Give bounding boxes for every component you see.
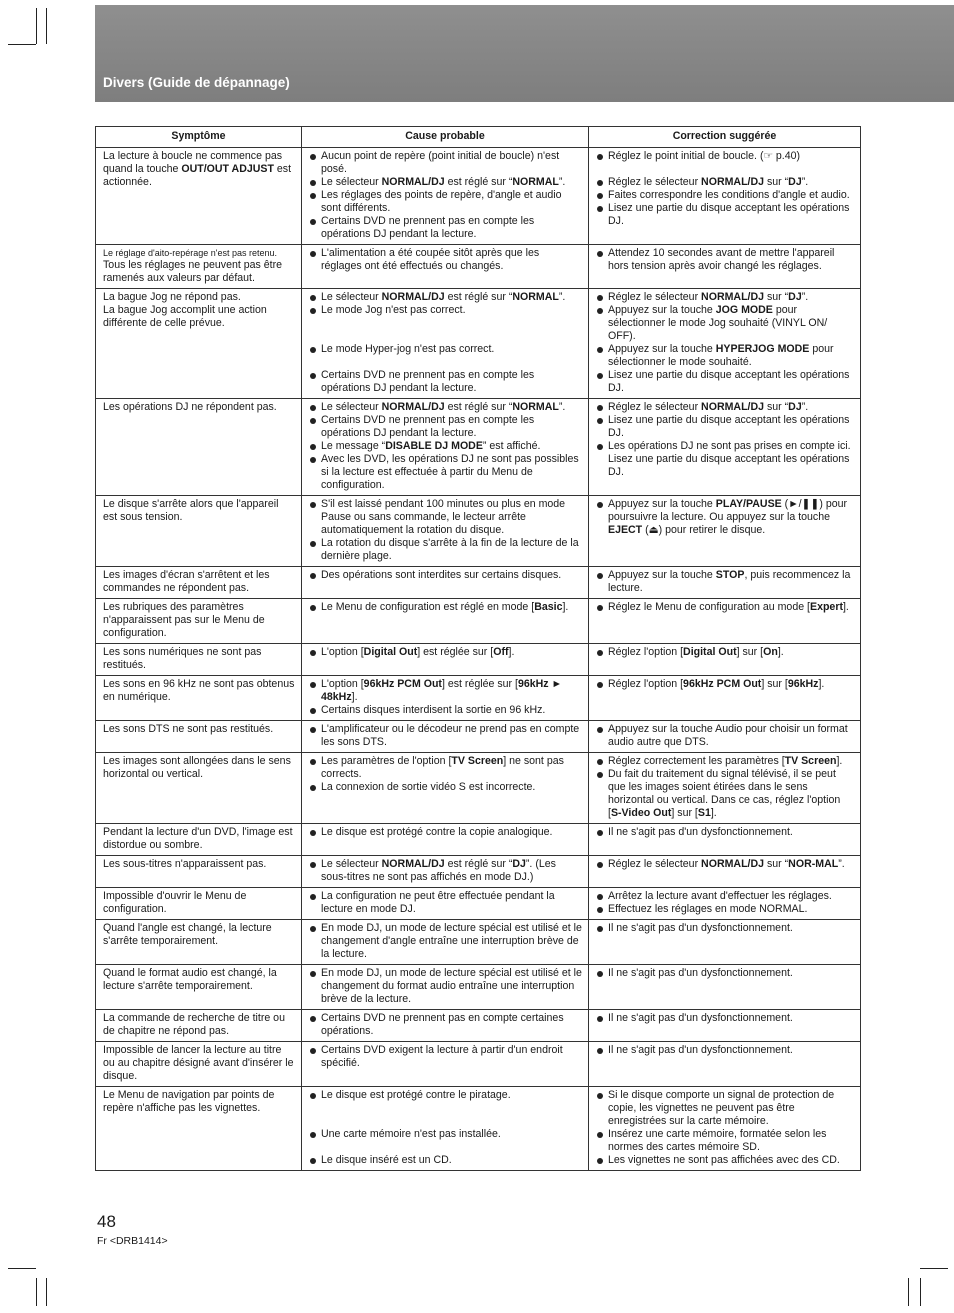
symptom-cell <box>96 920 302 965</box>
correction-cell <box>589 148 861 245</box>
correction-item: Réglez correctement les paramètres [TV Screen]. <box>596 755 854 768</box>
correction-cell <box>589 289 861 399</box>
symptom-text: Les images sont allongées dans le sens horizontal ou vertical. <box>103 755 291 780</box>
correction-cell <box>589 753 861 824</box>
cause-cell <box>302 496 589 567</box>
item-spacer <box>309 330 582 343</box>
cause-item: L'alimentation a été coupée sitôt après que les réglages ont été effectués ou changés. <box>309 247 582 273</box>
cause-item: Certains disques interdisent la sortie en 96 kHz. <box>309 704 582 717</box>
table-row <box>96 567 861 599</box>
correction-cell <box>589 676 861 721</box>
cause-item: L'option [Digital Out] est réglée sur [Off]. <box>309 646 582 659</box>
cause-item: Le sélecteur NORMAL/DJ est réglé sur “NORMAL”. <box>309 401 582 414</box>
cause-cell <box>302 1042 589 1087</box>
cause-cell <box>302 856 589 888</box>
symptom-cell <box>96 721 302 753</box>
cause-item: L'amplificateur ou le décodeur ne prend pas en compte les sons DTS. <box>309 723 582 749</box>
correction-cell <box>589 1087 861 1171</box>
correction-cell <box>589 245 861 289</box>
correction-item: Lisez une partie du disque acceptant les opérations DJ. <box>596 369 854 395</box>
correction-item: Il ne s'agit pas d'un dysfonctionnement. <box>596 826 854 839</box>
table-body <box>96 148 861 1171</box>
symptom-text: Les opérations DJ ne répondent pas. <box>103 401 277 413</box>
symptom-cell <box>96 676 302 721</box>
correction-item: Appuyez sur la touche JOG MODE pour sélectionner le mode Jog souhaité (VINYL ON/ OFF). <box>596 304 854 343</box>
cause-item: Certains DVD ne prennent pas en compte certaines opérations. <box>309 1012 582 1038</box>
cause-item: Le mode Hyper-jog n'est pas correct. <box>309 343 582 356</box>
table-row <box>96 148 861 245</box>
correction-cell <box>589 856 861 888</box>
symptom-text: Quand le format audio est changé, la lecture s'arrête temporairement. <box>103 967 277 992</box>
cause-item: Le disque est protégé contre la copie analogique. <box>309 826 582 839</box>
correction-item: Réglez le sélecteur NORMAL/DJ sur “NOR-MAL”. <box>596 858 854 871</box>
cause-cell <box>302 1087 589 1171</box>
cause-cell <box>302 965 589 1010</box>
symptom-cell <box>96 148 302 245</box>
symptom-cell <box>96 289 302 399</box>
cause-cell <box>302 721 589 753</box>
correction-item: Les opérations DJ ne sont pas prises en compte ici. Lisez une partie du disque acceptant les opérations DJ. <box>596 440 854 479</box>
table-row <box>96 289 861 399</box>
cause-item: Le sélecteur NORMAL/DJ est réglé sur “NORMAL”. <box>309 291 582 304</box>
correction-item: Lisez une partie du disque acceptant les opérations DJ. <box>596 202 854 228</box>
symptom-text: La bague Jog accomplit une action différente de celle prévue. <box>103 304 267 329</box>
symptom-text: La bague Jog ne répond pas. <box>103 291 241 303</box>
cause-item: La configuration ne peut être effectuée pendant la lecture en mode DJ. <box>309 890 582 916</box>
correction-cell <box>589 1042 861 1087</box>
cause-item: La rotation du disque s'arrête à la fin de la lecture de la dernière plage. <box>309 537 582 563</box>
correction-cell <box>589 567 861 599</box>
table-row <box>96 245 861 289</box>
correction-cell <box>589 920 861 965</box>
cause-item: Certains DVD ne prennent pas en compte les opérations DJ pendant la lecture. <box>309 369 582 395</box>
cause-cell <box>302 676 589 721</box>
cause-item: Des opérations sont interdites sur certains disques. <box>309 569 582 582</box>
item-spacer <box>309 1102 582 1115</box>
correction-cell <box>589 496 861 567</box>
cause-item: Aucun point de repère (point initial de boucle) n'est posé. <box>309 150 582 176</box>
cause-cell <box>302 920 589 965</box>
cause-cell <box>302 289 589 399</box>
symptom-cell <box>96 824 302 856</box>
cause-cell <box>302 1010 589 1042</box>
correction-item: Du fait du traitement du signal télévisé, il se peut que les images soient étirées dans le sens horizontal ou vertical. Dans ce cas, réglez l'option [S-Video Out] sur [S1]. <box>596 768 854 820</box>
correction-item: Appuyez sur la touche HYPERJOG MODE pour sélectionner le mode souhaité. <box>596 343 854 369</box>
symptom-text: La lecture à boucle ne commence pas quand la touche OUT/OUT ADJUST est actionnée. <box>103 150 292 188</box>
symptom-cell <box>96 1042 302 1087</box>
correction-cell <box>589 399 861 496</box>
crop-mark <box>36 1278 37 1306</box>
cause-item: Le Menu de configuration est réglé en mode [Basic]. <box>309 601 582 614</box>
cause-cell <box>302 888 589 920</box>
symptom-text: Impossible de lancer la lecture au titre ou au chapitre désigné avant d'insérer le disque. <box>103 1044 294 1082</box>
table-row <box>96 721 861 753</box>
symptom-text: Les sons numériques ne sont pas restitués. <box>103 646 262 671</box>
symptom-cell <box>96 1087 302 1171</box>
symptom-cell <box>96 753 302 824</box>
correction-item: Si le disque comporte un signal de protection de copie, les vignettes ne peuvent pas être enregistrées sur la carte mémoire. <box>596 1089 854 1128</box>
correction-cell <box>589 824 861 856</box>
table-row <box>96 1010 861 1042</box>
crop-mark <box>36 8 37 44</box>
document-code: Fr <DRB1414> <box>97 1235 168 1247</box>
cause-item: L'option [96kHz PCM Out] est réglée sur [96kHz ► 48kHz]. <box>309 678 582 704</box>
cause-item: Avec les DVD, les opérations DJ ne sont pas possibles si la lecture est effectuée à partir du Menu de configuration. <box>309 453 582 492</box>
correction-item: Faites correspondre les conditions d'angle et audio. <box>596 189 854 202</box>
symptom-cell <box>96 567 302 599</box>
table-row <box>96 824 861 856</box>
symptom-cell <box>96 965 302 1010</box>
symptom-text: Les sous-titres n'apparaissent pas. <box>103 858 267 870</box>
item-spacer <box>596 163 854 176</box>
correction-item: Arrêtez la lecture avant d'effectuer les réglages. <box>596 890 854 903</box>
correction-cell <box>589 599 861 644</box>
item-spacer <box>309 317 582 330</box>
cause-item: La connexion de sortie vidéo S est incorrecte. <box>309 781 582 794</box>
correction-item: Appuyez sur la touche PLAY/PAUSE (►/❚❚) pour poursuivre la lecture. Ou appuyez sur la touche EJECT (⏏) pour retirer le disque. <box>596 498 854 537</box>
column-header-cause: Cause probable <box>302 127 589 148</box>
cause-item: Les paramètres de l'option [TV Screen] ne sont pas corrects. <box>309 755 582 781</box>
item-spacer <box>309 356 582 369</box>
cause-cell <box>302 245 589 289</box>
item-spacer <box>309 1115 582 1128</box>
correction-item: Réglez l'option [96kHz PCM Out] sur [96kHz]. <box>596 678 854 691</box>
symptom-cell <box>96 399 302 496</box>
correction-cell <box>589 721 861 753</box>
symptom-text: Tous les réglages ne peuvent pas être ramenés aux valeurs par défaut. <box>103 259 283 284</box>
crop-mark <box>46 8 47 44</box>
correction-item: Réglez le Menu de configuration au mode [Expert]. <box>596 601 854 614</box>
cause-cell <box>302 824 589 856</box>
symptom-cell <box>96 644 302 676</box>
symptom-text: Le disque s'arrête alors que l'appareil est sous tension. <box>103 498 279 523</box>
crop-mark <box>8 1268 36 1269</box>
cause-cell <box>302 567 589 599</box>
correction-item: Attendez 10 secondes avant de mettre l'appareil hors tension après avoir changé les réglages. <box>596 247 854 273</box>
correction-item: Réglez l'option [Digital Out] sur [On]. <box>596 646 854 659</box>
cause-item: S'il est laissé pendant 100 minutes ou plus en mode Pause ou sans commande, le lecteur arrête automatiquement la rotation du disque. <box>309 498 582 537</box>
cause-item: Le sélecteur NORMAL/DJ est réglé sur “NORMAL”. <box>309 176 582 189</box>
table-row <box>96 676 861 721</box>
cause-cell <box>302 644 589 676</box>
troubleshooting-table <box>95 126 861 1171</box>
table-row <box>96 965 861 1010</box>
correction-cell <box>589 644 861 676</box>
symptom-text: Le réglage d'aito-repérage n'est pas retenu. <box>103 248 278 258</box>
cause-item: Certains DVD exigent la lecture à partir d'un endroit spécifié. <box>309 1044 582 1070</box>
table-row <box>96 399 861 496</box>
symptom-text: Impossible d'ouvrir le Menu de configuration. <box>103 890 247 915</box>
correction-item: Il ne s'agit pas d'un dysfonctionnement. <box>596 1012 854 1025</box>
cause-cell <box>302 399 589 496</box>
correction-item: Il ne s'agit pas d'un dysfonctionnement. <box>596 967 854 980</box>
table-row <box>96 888 861 920</box>
correction-item: Lisez une partie du disque acceptant les opérations DJ. <box>596 414 854 440</box>
cause-item: En mode DJ, un mode de lecture spécial est utilisé et le changement d'angle entraîne une interruption brève de la lecture. <box>309 922 582 961</box>
table-row <box>96 1087 861 1171</box>
cause-item: Les réglages des points de repère, d'angle et audio sont différents. <box>309 189 582 215</box>
section-header <box>95 5 954 102</box>
correction-item: Il ne s'agit pas d'un dysfonctionnement. <box>596 922 854 935</box>
symptom-text: Le Menu de navigation par points de repère n'affiche pas les vignettes. <box>103 1089 275 1114</box>
item-spacer <box>309 1141 582 1154</box>
symptom-text: Les images d'écran s'arrêtent et les commandes ne répondent pas. <box>103 569 270 594</box>
table-row <box>96 644 861 676</box>
correction-item: Effectuez les réglages en mode NORMAL. <box>596 903 854 916</box>
cause-item: Le sélecteur NORMAL/DJ est réglé sur “DJ”. (Les sous-titres ne sont pas affichés en mode DJ.) <box>309 858 582 884</box>
cause-item: Le disque est protégé contre le piratage. <box>309 1089 582 1102</box>
cause-item: Le message “DISABLE DJ MODE” est affiché. <box>309 440 582 453</box>
symptom-cell <box>96 1010 302 1042</box>
correction-cell <box>589 1010 861 1042</box>
table-row <box>96 753 861 824</box>
table-header-row <box>96 127 861 148</box>
symptom-cell <box>96 245 302 289</box>
symptom-cell <box>96 599 302 644</box>
column-header-symptom: Symptôme <box>96 127 302 148</box>
symptom-text: Quand l'angle est changé, la lecture s'arrête temporairement. <box>103 922 272 947</box>
correction-cell <box>589 965 861 1010</box>
crop-mark <box>8 44 36 45</box>
symptom-text: La commande de recherche de titre ou de chapitre ne répond pas. <box>103 1012 285 1037</box>
correction-item: Les vignettes ne sont pas affichées avec des CD. <box>596 1154 854 1167</box>
table-row <box>96 856 861 888</box>
table-row <box>96 599 861 644</box>
cause-item: En mode DJ, un mode de lecture spécial est utilisé et le changement du format audio entraîne une interruption brève de la lecture. <box>309 967 582 1006</box>
section-title: Divers (Guide de dépannage) <box>103 75 290 90</box>
page-number: 48 <box>97 1212 116 1231</box>
correction-item: Réglez le sélecteur NORMAL/DJ sur “DJ”. <box>596 291 854 304</box>
crop-mark <box>920 1268 948 1269</box>
cause-cell <box>302 599 589 644</box>
cause-item: Une carte mémoire n'est pas installée. <box>309 1128 582 1141</box>
cause-cell <box>302 148 589 245</box>
correction-item: Appuyez sur la touche STOP, puis recommencez la lecture. <box>596 569 854 595</box>
cause-cell <box>302 753 589 824</box>
correction-cell <box>589 888 861 920</box>
column-header-correction: Correction suggérée <box>589 127 861 148</box>
table-row <box>96 1042 861 1087</box>
correction-item: Il ne s'agit pas d'un dysfonctionnement. <box>596 1044 854 1057</box>
correction-item: Réglez le sélecteur NORMAL/DJ sur “DJ”. <box>596 401 854 414</box>
cause-item: Certains DVD ne prennent pas en compte les opérations DJ pendant la lecture. <box>309 215 582 241</box>
cause-item: Le mode Jog n'est pas correct. <box>309 304 582 317</box>
symptom-text: Pendant la lecture d'un DVD, l'image est distordue ou sombre. <box>103 826 293 851</box>
correction-item: Réglez le point initial de boucle. (☞ p.40) <box>596 150 854 163</box>
symptom-cell <box>96 888 302 920</box>
crop-mark <box>908 1278 909 1306</box>
correction-item: Appuyez sur la touche Audio pour choisir un format audio autre que DTS. <box>596 723 854 749</box>
symptom-cell <box>96 856 302 888</box>
symptom-text: Les sons DTS ne sont pas restitués. <box>103 723 274 735</box>
symptom-text: Les sons en 96 kHz ne sont pas obtenus en numérique. <box>103 678 295 703</box>
symptom-text: Les rubriques des paramètres n'apparaissent pas sur le Menu de configuration. <box>103 601 265 639</box>
cause-item: Certains DVD ne prennent pas en compte les opérations DJ pendant la lecture. <box>309 414 582 440</box>
cause-item: Le disque inséré est un CD. <box>309 1154 582 1167</box>
correction-item: Réglez le sélecteur NORMAL/DJ sur “DJ”. <box>596 176 854 189</box>
crop-mark <box>920 1278 921 1306</box>
table-row <box>96 496 861 567</box>
crop-mark <box>46 1278 47 1306</box>
correction-item: Insérez une carte mémoire, formatée selon les normes des cartes mémoire SD. <box>596 1128 854 1154</box>
symptom-cell <box>96 496 302 567</box>
table-row <box>96 920 861 965</box>
